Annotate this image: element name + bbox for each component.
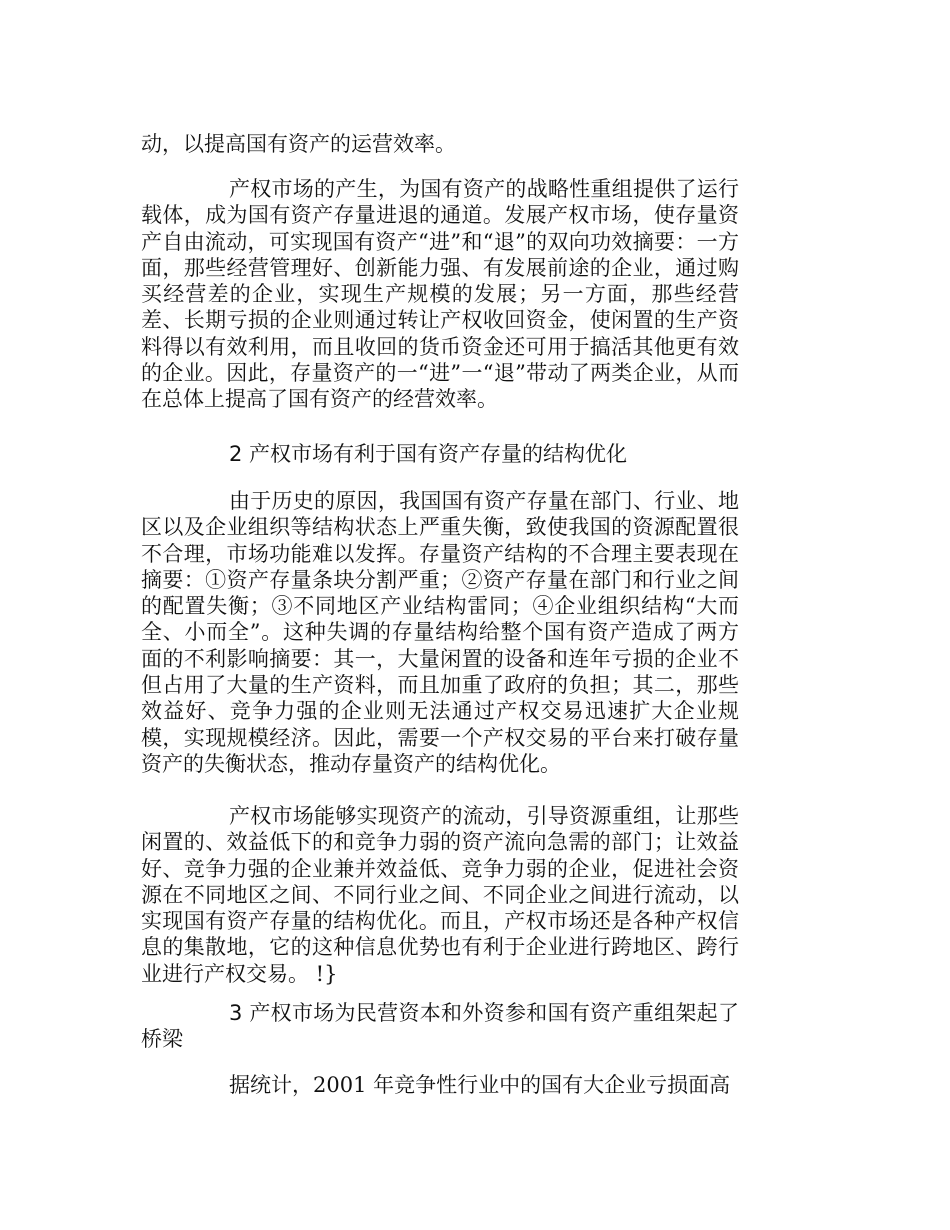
paragraph-statistics: 据统计，2001 年竞争性行业中的国有大企业亏损面高 [229,1073,731,1097]
paragraph-property-market-origin: 产权市场的产生，为国有资产的战略性重组提供了运行载体，成为国有资产存量进退的通道。发展产权市场，使存量资产自由流动，可实现国有资产“进”和“退”的双向功效摘要：一方面，那些经营管理好、创新能力强、有发展前途的企业，通过购买经营差的企业，实现生产规模的发展；另一方面，那些经营差、长期亏损的企业则通过转让产权收回资金，使闲置的生产资料得以有效利用，而且收回的货币资金还可用于搞活其他更有效的企业。因此，存量资产的一“进”一“退”带动了两类企业，从而在总体上提高了国有资产的经营效率。 [141,177,739,412]
section-heading-3: 3 产权市场为民营资本和外资参和国有资产重组架起了桥梁 [141,1001,739,1052]
paragraph-continuation: 动，以提高国有资产的运营效率。 [141,132,456,156]
section-heading-2: 2 产权市场有利于国有资产存量的结构优化 [229,442,628,466]
paragraph-structural-imbalance: 由于历史的原因，我国国有资产存量在部门、行业、地区以及企业组织等结构状态上严重失衡，致使我国的资源配置很不合理，市场功能难以发挥。存量资产结构的不合理主要表现在摘要：①资产存量条块分割严重；②资产存量在部门和行业之间的配置失衡；③不同地区产业结构雷同；④企业组织结构“大而全、小而全”。这种失调的存量结构给整个国有资产造成了两方面的不利影响摘要：其一，大量闲置的设备和连年亏损的企业不但占用了大量的生产资料，而且加重了政府的负担；其二，那些效益好、竞争力强的企业则无法通过产权交易迅速扩大企业规模，实现规模经济。因此，需要一个产权交易的平台来打破存量资产的失衡状态，推动存量资产的结构优化。 [141,489,739,776]
paragraph-asset-flow: 产权市场能够实现资产的流动，引导资源重组，让那些闲置的、效益低下的和竞争力弱的资产流向急需的部门；让效益好、竞争力强的企业兼并效益低、竞争力弱的企业，促进社会资源在不同地区之间、不同行业之间、不同企业之间进行流动，以实现国有资产存量的结构优化。而且，产权市场还是各种产权信息的集散地，它的这种信息优势也有利于企业进行跨地区、跨行业进行产权交易。 !} [141,804,739,986]
